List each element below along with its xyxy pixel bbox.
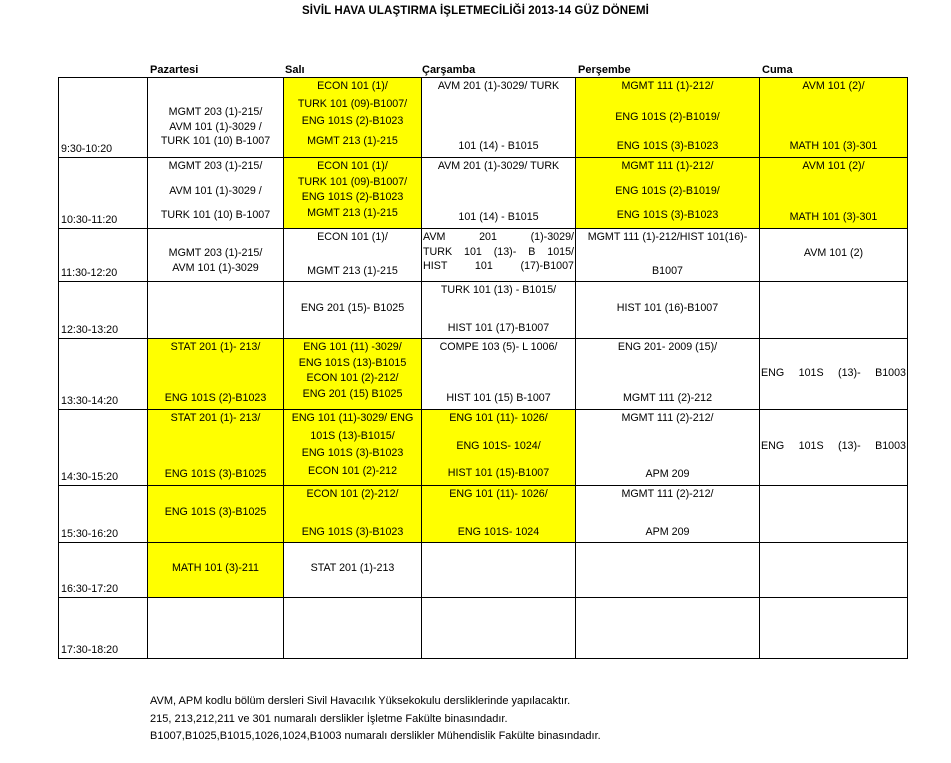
class-cell: ECON 101 (2)-212/ ENG 101S (3)-B1023 [284, 486, 422, 543]
class-cell: MGMT 203 (1)-215/ AVM 101 (1)-3029 / TURK 101 (10) B-1007 [148, 158, 284, 229]
class-cell: AVM 101 (2)/ MATH 101 (3)-301 [760, 158, 908, 229]
class-cell [760, 486, 908, 543]
class-cell: MGMT 111 (1)-212/ ENG 101S (2)-B1019/ ENG 101S (3)-B1023 [576, 158, 760, 229]
class-cell: AVM 101 (2)/ MATH 101 (3)-301 [760, 78, 908, 158]
class-cell: ENG 201 (15)- B1025 [284, 282, 422, 339]
table-row [59, 229, 908, 282]
time-slot: 10:30-11:20 [59, 158, 148, 229]
class-cell: ENG 101 (11) -3029/ ENG 101S (13)-B1015 ECON 101 (2)-212/ ENG 201 (15) B1025 [284, 339, 422, 410]
class-cell [576, 543, 760, 598]
class-cell: MGMT 111 (1)-212/ ENG 101S (2)-B1019/ ENG 101S (3)-B1023 [576, 78, 760, 158]
class-cell: MGMT 111 (2)-212/ APM 209 [576, 486, 760, 543]
time-slot: 14:30-15:20 [59, 410, 148, 486]
class-cell: ENG 101 (11)-3029/ ENG 101S (13)-B1015/ ENG 101S (3)-B1023 ECON 101 (2)-212 [284, 410, 422, 486]
page-title: SİVİL HAVA ULAŞTIRMA İŞLETMECİLİĞİ 2013-14 GÜZ DÖNEMİ [302, 5, 649, 17]
class-cell: MGMT 203 (1)-215/ AVM 101 (1)-3029 [148, 229, 284, 282]
table-row [59, 282, 908, 339]
class-cell: ECON 101 (1)/ TURK 101 (09)-B1007/ ENG 101S (2)-B1023 MGMT 213 (1)-215 [284, 78, 422, 158]
day-header-tuesday: Salı [285, 64, 305, 76]
time-slot: 12:30-13:20 [59, 282, 148, 339]
time-slot: 16:30-17:20 [59, 543, 148, 598]
class-cell: ENG 101 (11)- 1026/ ENG 101S- 1024/ HIST 101 (15)-B1007 [422, 410, 576, 486]
class-cell [760, 282, 908, 339]
class-cell: ENG 101S (13)- B1003 [760, 410, 908, 486]
day-header-monday: Pazartesi [150, 64, 199, 76]
day-header-friday: Cuma [762, 64, 793, 76]
time-slot: 13:30-14:20 [59, 339, 148, 410]
class-cell: ENG 101S (3)-B1025 [148, 486, 284, 543]
class-cell: ENG 101S (13)- B1003 [760, 339, 908, 410]
class-cell [760, 543, 908, 598]
time-slot: 15:30-16:20 [59, 486, 148, 543]
footnote: 215, 213,212,211 ve 301 numaralı derslikler İşletme Fakülte binasındadır. [150, 712, 508, 725]
table-row [59, 78, 908, 158]
class-cell: AVM 101 (2) [760, 229, 908, 282]
class-cell: HIST 101 (16)-B1007 [576, 282, 760, 339]
class-cell: AVM 201 (1)-3029/ TURK 101 (14) - B1015 [422, 158, 576, 229]
class-cell: MGMT 203 (1)-215/ AVM 101 (1)-3029 / TURK 101 (10) B-1007 [148, 78, 284, 158]
class-cell [148, 282, 284, 339]
class-cell: ECON 101 (1)/ MGMT 213 (1)-215 [284, 229, 422, 282]
class-cell [284, 598, 422, 659]
class-cell: STAT 201 (1)-213 [284, 543, 422, 598]
class-cell: STAT 201 (1)- 213/ ENG 101S (3)-B1025 [148, 410, 284, 486]
time-slot: 9:30-10:20 [59, 78, 148, 158]
class-cell: ENG 201- 2009 (15)/ MGMT 111 (2)-212 [576, 339, 760, 410]
class-cell: MGMT 111 (1)-212/HIST 101(16)- B1007 [576, 229, 760, 282]
class-cell [760, 598, 908, 659]
footnote: AVM, APM kodlu bölüm dersleri Sivil Havacılık Yüksekokulu dersliklerinde yapılacaktır. [150, 695, 571, 707]
class-cell [422, 598, 576, 659]
class-cell: ENG 101 (11)- 1026/ ENG 101S- 1024 [422, 486, 576, 543]
class-cell: AVM 201 (1)-3029/ TURK 101 (13)- B 1015/ HIST 101 (17)-B1007 [422, 229, 576, 282]
class-cell [422, 543, 576, 598]
class-cell: COMPE 103 (5)- L 1006/ HIST 101 (15) B-1007 [422, 339, 576, 410]
class-cell: MGMT 111 (2)-212/ APM 209 [576, 410, 760, 486]
time-slot: 11:30-12:20 [59, 229, 148, 282]
class-cell: TURK 101 (13) - B1015/ HIST 101 (17)-B1007 [422, 282, 576, 339]
table-row [59, 158, 908, 229]
class-cell: STAT 201 (1)- 213/ ENG 101S (2)-B1023 [148, 339, 284, 410]
table-row [59, 543, 908, 598]
day-header-wednesday: Çarşamba [422, 64, 476, 76]
day-header-thursday: Perşembe [578, 64, 631, 76]
schedule-table [58, 77, 908, 659]
footnote: B1007,B1025,B1015,1026,1024,B1003 numaralı derslikler Mühendislik Fakülte binasındadır. [150, 730, 601, 742]
class-cell [148, 598, 284, 659]
class-cell: MATH 101 (3)-211 [148, 543, 284, 598]
class-cell [576, 598, 760, 659]
table-row [59, 339, 908, 410]
class-cell: AVM 201 (1)-3029/ TURK 101 (14) - B1015 [422, 78, 576, 158]
table-row [59, 486, 908, 543]
table-row [59, 598, 908, 659]
footnotes [150, 693, 601, 746]
table-row [59, 410, 908, 486]
class-cell: ECON 101 (1)/ TURK 101 (09)-B1007/ ENG 101S (2)-B1023 MGMT 213 (1)-215 [284, 158, 422, 229]
time-slot: 17:30-18:20 [59, 598, 148, 659]
